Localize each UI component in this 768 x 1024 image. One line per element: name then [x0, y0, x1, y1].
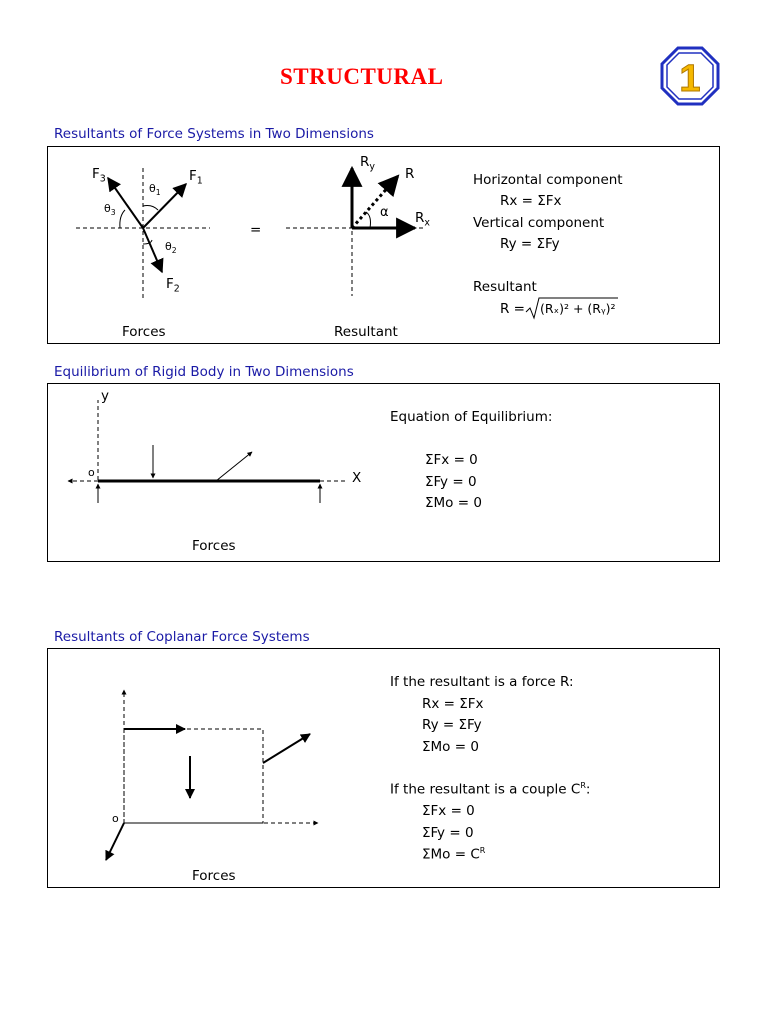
cop-inclined-force [263, 734, 310, 763]
resultant-eq-rhs: (Rₓ)² + (Rᵧ)² [540, 301, 616, 316]
couple-resultant-title: If the resultant is a couple $C^R$: [390, 781, 591, 798]
label-r: R [405, 166, 415, 182]
vertical-component-eq: Ry = ΣFy [500, 236, 560, 252]
resultant-label: Resultant [473, 279, 537, 295]
equilibrium-eq-fx: ΣFx = 0 [425, 452, 478, 468]
caption-forces-1: Forces [122, 324, 166, 340]
equilibrium-eq-fy: ΣFy = 0 [425, 474, 477, 490]
label-alpha: α [380, 205, 389, 220]
equals-sign: = [250, 222, 262, 238]
horizontal-component-label: Horizontal component [473, 172, 623, 188]
vertical-component-label: Vertical component [473, 215, 605, 231]
badge-number: 1 [679, 58, 701, 100]
couple-eq-mo: $\Sigma Mo = C^R$ [422, 846, 486, 863]
label-theta3: $\theta_3$ [104, 202, 116, 218]
cop-label-origin: o [112, 812, 119, 825]
caption-resultant: Resultant [334, 324, 398, 340]
label-ry: $R_y$ [360, 154, 375, 173]
caption-forces-2: Forces [192, 538, 236, 554]
section-heading-equilibrium: Equilibrium of Rigid Body in Two Dimensions [54, 364, 354, 380]
cop-body-outline [124, 729, 263, 823]
label-theta1: $\theta_1$ [149, 182, 161, 198]
eq-label-origin: o [88, 466, 95, 479]
label-f2: $F_2$ [166, 276, 180, 295]
resultant-eq-lhs: R = [500, 301, 525, 317]
label-f1: $F_1$ [189, 168, 203, 187]
couple-eq-fx: ΣFx = 0 [422, 803, 475, 819]
cop-origin-force [106, 823, 124, 860]
eq-label-y: y [101, 388, 109, 404]
label-f3: $F_3$ [92, 166, 106, 185]
caption-forces-3: Forces [192, 868, 236, 884]
eq-label-x: X [352, 470, 362, 486]
label-theta2: $\theta_2$ [165, 240, 177, 256]
force-resultant-title: If the resultant is a force R: [390, 674, 574, 690]
section-heading-coplanar: Resultants of Coplanar Force Systems [54, 629, 310, 645]
section-heading-resultants: Resultants of Force Systems in Two Dimensions [54, 126, 374, 142]
page-title: STRUCTURAL [280, 64, 444, 89]
couple-eq-fy: ΣFy = 0 [422, 825, 474, 841]
force-eq-mo: ΣMo = 0 [422, 739, 479, 755]
horizontal-component-eq: Rx = ΣFx [500, 193, 562, 209]
equilibrium-title: Equation of Equilibrium: [390, 409, 553, 425]
equilibrium-eq-mo: ΣMo = 0 [425, 495, 482, 511]
force-eq-rx: Rx = ΣFx [422, 696, 484, 712]
label-rx: $R_x$ [415, 210, 430, 229]
force-eq-ry: Ry = ΣFy [422, 717, 482, 733]
